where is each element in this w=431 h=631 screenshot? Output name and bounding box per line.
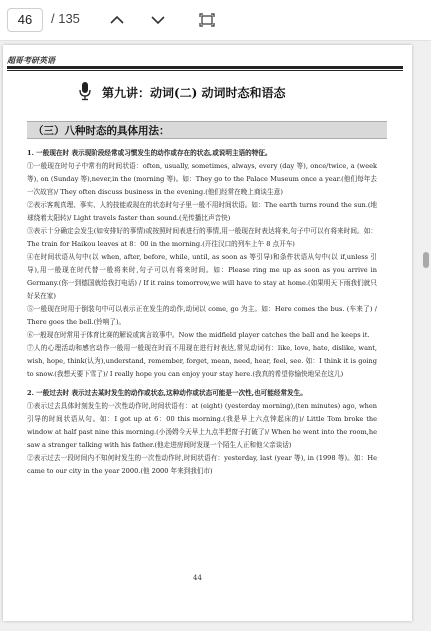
body-paragraph: ④在时间状语从句中(以 when, after, before, while, until, as soon as 等引导)和条件状语从句中(以 if,unless 引导),用一般现在时代替一般将来时,句子可以有将来时间。如：Please ring me up as soon as you arrive in Germany.(你一到德国就给我打电话) / If it rains tomorrow,we will have to stay at home.(如果明天下雨我们就只好呆在家)	[27, 253, 377, 300]
body-paragraph: ①表示过去具体时刻发生的一次性动作时,时间状语有：at (eight) (yesterday morning),(ten minutes) ago, when 引导的时间状语从句。如：I got up at 6：00 this morning.(我是早上六点钟起床的)/ Little Tom broke the window at half past nine this morning.(小汤姆今天早上九点半把窗子打破了)/ When he went into the room,he saw a stranger talking with his father.(他走进房间时发现一个陌生人正和他父亲谈话)	[27, 402, 377, 449]
document-body	[27, 147, 377, 478]
subheading-paragraph: 2. 一般过去时 表示过去某时发生的动作或状态,这种动作或状态可能是一次性,也可能经常发生。	[27, 389, 307, 397]
fit-page-icon	[199, 13, 215, 27]
chevron-up-icon	[109, 15, 125, 25]
section-heading: （三）八种时态的具体用法：	[33, 125, 170, 137]
previous-page-button[interactable]	[105, 8, 129, 32]
body-paragraph: ⑤一般现在时用于倒装句中可以表示正在发生的动作,动词以 come, go 为主。如：Here comes the bus. (车来了) / There goes the bell.(铃响了)。	[27, 305, 377, 326]
header-rule-thin	[7, 70, 403, 71]
vertical-scrollbar[interactable]	[421, 41, 431, 631]
section-heading-bar	[27, 121, 387, 139]
printed-page-number: 44	[193, 574, 202, 582]
body-paragraph: ②表示客观真理、事实、人的技能或现在的状态时句子里一般不用时间状语。如：The earth turns round the sun.(地球绕着太阳转)/ Light travels faster than sound.(光传播比声音快)	[27, 201, 377, 222]
viewer-toolbar	[0, 0, 431, 41]
microphone-icon	[78, 81, 92, 101]
body-paragraph: ②表示过去一段时间内不知何时发生的一次性动作时,时间状语有：yesterday, last (year 等), in (1998 等)。如：He came to our city in the year 2000.(他 2000 年来到我们市)	[27, 454, 377, 475]
running-header: 超哥考研英语	[7, 55, 55, 65]
body-paragraph: ⑥一般现在时常用于体育比赛的解说或寓言故事中。Now the midfield player catches the ball and he keeps it.	[27, 331, 370, 339]
page-total-label: / 135	[51, 11, 80, 26]
subheading-paragraph: 1. 一般现在时 表示现阶段经常或习惯发生的动作或存在的状态,或说明主语的特征。	[27, 149, 272, 157]
document-page	[3, 45, 412, 621]
lesson-title: 第九讲：动词(二) 动词时态和语态	[102, 86, 286, 100]
page-number-input[interactable]: 46	[7, 8, 43, 32]
document-viewport[interactable]	[0, 41, 431, 631]
header-rule	[7, 66, 403, 69]
fit-page-button[interactable]	[195, 8, 219, 32]
body-paragraph: ①一般现在时句子中常有的时间状语：often, usually, sometimes, always, every (day 等), once/twice, a (week 等), on (Sunday 等),never,in the (morning 等)。如：They go to the Palace Museum once a year.(他们每年去一次故宫)/ They often discuss business in the evening.(他们经常在晚上商谈生意)	[27, 162, 377, 196]
chevron-down-icon	[150, 15, 166, 25]
body-paragraph: ⑦人的心理活动和感官动作一般用一般现在时而不用现在进行时表达,常见动词有：like, love, hate, dislike, want, wish, hope, think(认为),understand, remember, forget, mean, need, hear, feel, see. 如：I think it is going to snow.(我想天要下雪了)/ I really hope you can enjoy your stay here.(我真的希望你愉快地呆在这儿)	[27, 344, 377, 378]
next-page-button[interactable]	[146, 8, 170, 32]
scrollbar-thumb[interactable]	[423, 252, 429, 268]
body-paragraph: ③表示十分确定会发生(如安排好的事情)或按照时间表进行的事情,用一般现在时表达将来,句子中可以有将来时间。如：The train for Haikou leaves at 8：00 in the morning.(开往汉口的列车上午 8 点开车)	[27, 227, 377, 248]
